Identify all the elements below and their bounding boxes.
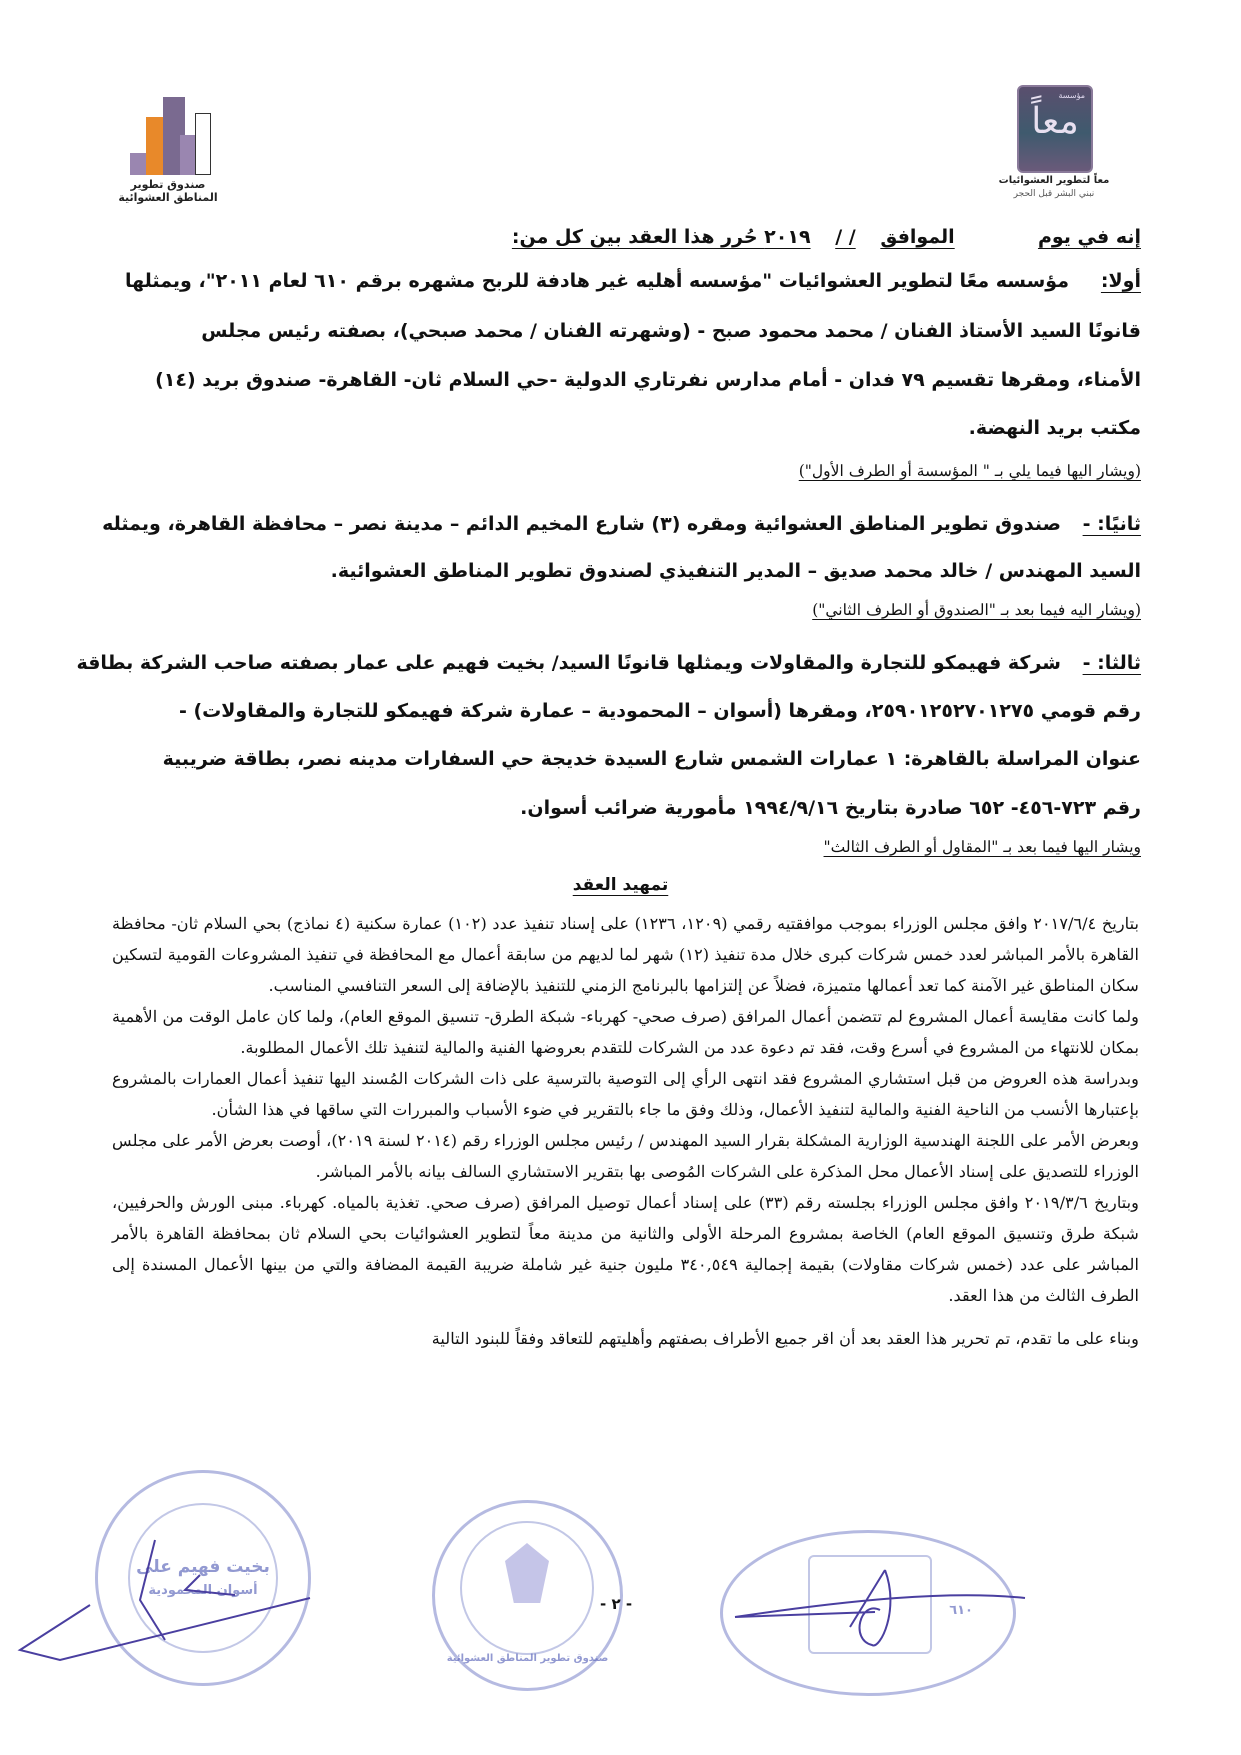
preamble-paragraph-1: بتاريخ ٢٠١٧/٦/٤ وافق مجلس الوزراء بموجب موافقتيه رقمي (١٢٠٩، ١٢٣٦) على إسناد تنفيذ عدد (١٠٢) عمارة سكنية (٤ نماذج) بحي السلام ثان- محافظة القاهرة بالأمر المباشر لعدد خمس شركات كبرى خلال مدة تنفيذ (١٢) شهر لما لديهم من سابقة أعمال مع المحافظة في تنفيذ المشروعات القومية لتسكين سكان المناطق غير الآمنة كما تعد أعمالها متميزة، فضلاً عن إلتزامها بالبرنامج الزمني للتنفيذ بالإضافة إلى السعر التنافسي المناسب. [112,914,1139,995]
fund-stamp-text: صندوق تطوير المناطق العشوائية [446,1653,609,1664]
foundation-stamp-number: ٦١٠ [949,1603,973,1618]
party-1-line-3: الأمناء، ومقرها تقسيم ٧٩ فدان - أمام مدارس نفرتاري الدولية -حي السلام ثان- القاهرة- صندوق بريد (١٤) [155,369,1141,391]
party-2-label: ثانيًا: - [1082,513,1141,535]
party-2-reference: (ويشار اليه فيما بعد بـ "الصندوق أو الطرف الثاني") [812,601,1141,619]
party-3-label: ثالثا: - [1082,652,1141,674]
page-number: - ٢ - [600,1595,633,1613]
maan-logo-caption-2: نبني البشر قبل الحجر [1013,189,1095,199]
party-3-line-3: عنوان المراسلة بالقاهرة: ١ عمارات الشمس شارع السيدة خديجة حي السفارات مدينه نصر، بطاقة ضريبية [162,748,1141,770]
maan-logo-caption-1: معاً لتطوير العشوائيات [998,175,1110,186]
preamble-title: تمهيد العقد [572,875,669,895]
party-2-line-2: السيد المهندس / خالد محمد صديق – المدير التنفيذي لصندوق تطوير المناطق العشوائية. [330,560,1141,582]
date-separator: / / [835,226,856,248]
party-2-line-1: صندوق تطوير المناطق العشوائية ومقره (٣) شارع المخيم الدائم – مدينة نصر – محافظة القاهرة، ويمثله [102,513,1061,535]
contractor-signature [20,1540,310,1660]
party-1-line-2: قانونًا السيد الأستاذ الفنان / محمد محمود صبح - (وشهرته الفنان / محمد صبحي)، بصفته رئيس مجلس [201,320,1141,342]
foundation-signature [735,1570,1025,1645]
agreed-label: الموافق [880,226,955,248]
isdf-logo-caption-2: المناطق العشوائية [118,191,218,204]
isdf-logo-caption-1: صندوق تطوير [130,178,206,191]
party-1-line-1: مؤسسه معًا لتطوير العشوائيات "مؤسسه أهليه غير هادفة للربح مشهره برقم ٦١٠ لعام ٢٠١١"، ويمثلها [125,270,1069,292]
contractor-stamp-sub: أسوان المحمودية [148,1583,258,1598]
contractor-stamp-name: بخيت فهيم على [136,1557,270,1577]
preamble-paragraph-4: وبعرض الأمر على اللجنة الهندسية الوزارية المشكلة بقرار السيد المهندس / رئيس مجلس الوزراء رقم (٢٠١٤ لسنة ٢٠١٩)، أوصت بعرض الأمر على مجلس الوزراء للتصديق على إسناد الأعمال محل المذكرة على الشركات المُوصى بها بتقرير الاستشاري السالف بيانه بالأمر المباشر. [112,1131,1140,1181]
preamble-paragraph-3: وبدراسة هذه العروض من قبل استشاري المشروع فقد انتهى الرأي إلى التوصية بالترسية على ذات الشركات المُسند اليها تنفيذ أعمال العمارات بالمشروع بإعتبارها الأنسب من الناحية الفنية والمالية لتنفيذ الأعمال، وذلك وفق ما جاء بالتقرير في ضوء الأسباب والمبررات التي ساقها في هذا الشأن. [112,1069,1139,1119]
party-1-line-4: مكتب بريد النهضة. [968,417,1141,439]
party-3-line-2: رقم قومي ٢٥٩٠١٢٥٢٧٠١٢٧٥، ومقرها (أسوان – المحمودية – عمارة شركة فهيمكو للتجارة والمقاولات) - [178,700,1141,722]
day-label: إنه في يوم [1037,226,1141,248]
preamble-paragraph-2: ولما كانت مقايسة أعمال المشروع لم تتضمن أعمال المرافق (صرف صحي- كهرباء- شبكة الطرق- تنسيق الموقع العام)، ولما كان عامل الوقت من الأهمية بمكان للانتهاء من المشروع في أسرع وقت، فقد تم دعوة عدد من الشركات للتقدم بعروضها الفنية والمالية لتنفيذ تلك الأعمال المطلوبة. [112,1007,1139,1057]
preamble-paragraph-5: وبتاريخ ٢٠١٩/٣/٦ وافق مجلس الوزراء بجلسته رقم (٣٣) على إسناد أعمال توصيل المرافق (صرف صحي. تغذية بالمياه. كهرباء. مبنى الورش والحرفيين، شبكة طرق وتنسيق الموقع العام) الخاصة بمشروع المرحلة الأولى والثانية من مدينة معاً لتطوير العشوائيات بحي السلام ثان بمحافظة القاهرة بالأمر المباشر على عدد (خمس شركات مقاولات) بقيمة إجمالية ٣٤٠,٥٤٩ مليون جنية غير شاملة ضريبة القيمة المضافة والتي من بينها الأعمال المسندة إلى الطرف الثالث من هذا العقد. [112,1193,1139,1305]
contract-intro: ٢٠١٩ حُرر هذا العقد بين كل من: [511,226,811,248]
preamble-closing: وبناء على ما تقدم، تم تحرير هذا العقد بعد أن اقر جميع الأطراف بصفتهم وأهليتهم للتعاقد وفقاً للبنود التالية [431,1329,1139,1348]
maan-logo-glyph: معاً [1031,101,1079,142]
party-3-reference: ويشار اليها فيما بعد بـ "المقاول أو الطرف الثالث" [823,838,1141,856]
party-3-line-4: رقم ٧٢٣-٤٥٦- ٦٥٢ صادرة بتاريخ ١٩٩٤/٩/١٦ مأمورية ضرائب أسوان. [520,797,1141,819]
party-1-label: أولا: [1100,270,1141,292]
maan-logo-badge: مؤسسة [1058,91,1085,100]
party-1-reference: (ويشار اليها فيما يلي بـ " المؤسسة أو الطرف الأول") [798,462,1141,480]
party-3-line-1: شركة فهيمكو للتجارة والمقاولات ويمثلها قانونًا السيد/ بخيت فهيم على عمار بصفته صاحب الشركة بطاقة [76,652,1061,674]
